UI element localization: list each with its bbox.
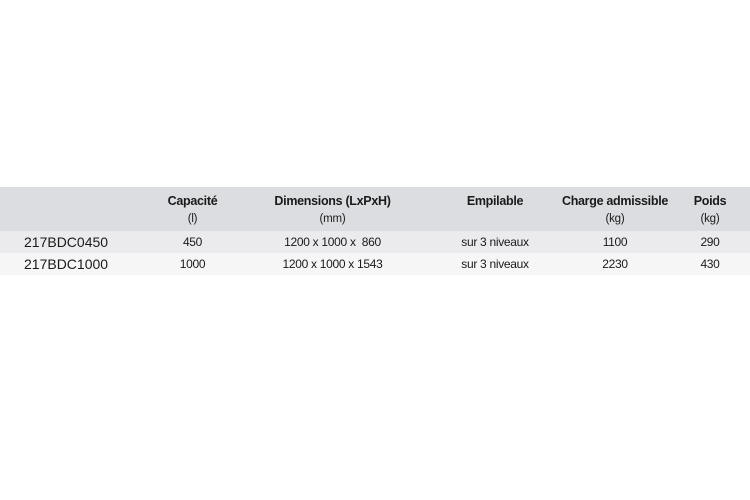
cell-capacite: 1000 bbox=[179, 257, 206, 271]
cell-poids: 430 bbox=[700, 257, 720, 271]
header-empilable-title: Empilable bbox=[466, 194, 524, 208]
product-spec-table bbox=[0, 187, 750, 275]
cell-dimensions: 1200 x 1000 x 860 bbox=[284, 235, 381, 249]
header-poids-unit: (kg) bbox=[700, 213, 720, 225]
header-capacite bbox=[150, 187, 235, 228]
cell-reference: 217BDC0450 bbox=[24, 234, 109, 250]
cell-charge: 2230 bbox=[602, 257, 628, 271]
header-dimensions-title: Dimensions (LxPxH) bbox=[274, 194, 391, 208]
header-dimensions bbox=[235, 187, 430, 228]
cell-dimensions: 1200 x 1000 x 1543 bbox=[282, 257, 383, 271]
cell-empilable: sur 3 niveaux bbox=[461, 235, 529, 249]
table-row bbox=[0, 253, 750, 275]
cell-charge: 1100 bbox=[602, 235, 628, 249]
cell-empilable: sur 3 niveaux bbox=[461, 257, 529, 271]
cell-capacite: 450 bbox=[182, 235, 203, 249]
header-charge-unit: (kg) bbox=[605, 213, 625, 225]
cell-poids: 290 bbox=[700, 235, 720, 249]
header-charge-title: Charge admissible bbox=[561, 194, 669, 208]
table-row bbox=[0, 231, 750, 253]
header-dimensions-unit: (mm) bbox=[319, 213, 346, 225]
cell-reference: 217BDC1000 bbox=[24, 256, 109, 272]
header-capacite-unit: (l) bbox=[187, 213, 198, 225]
table-header-row bbox=[0, 187, 750, 231]
header-empilable bbox=[430, 187, 560, 210]
header-reference bbox=[0, 187, 150, 192]
header-capacite-title: Capacité bbox=[167, 194, 218, 208]
header-poids bbox=[670, 187, 750, 228]
header-poids-title: Poids bbox=[693, 194, 727, 208]
header-charge bbox=[560, 187, 670, 228]
